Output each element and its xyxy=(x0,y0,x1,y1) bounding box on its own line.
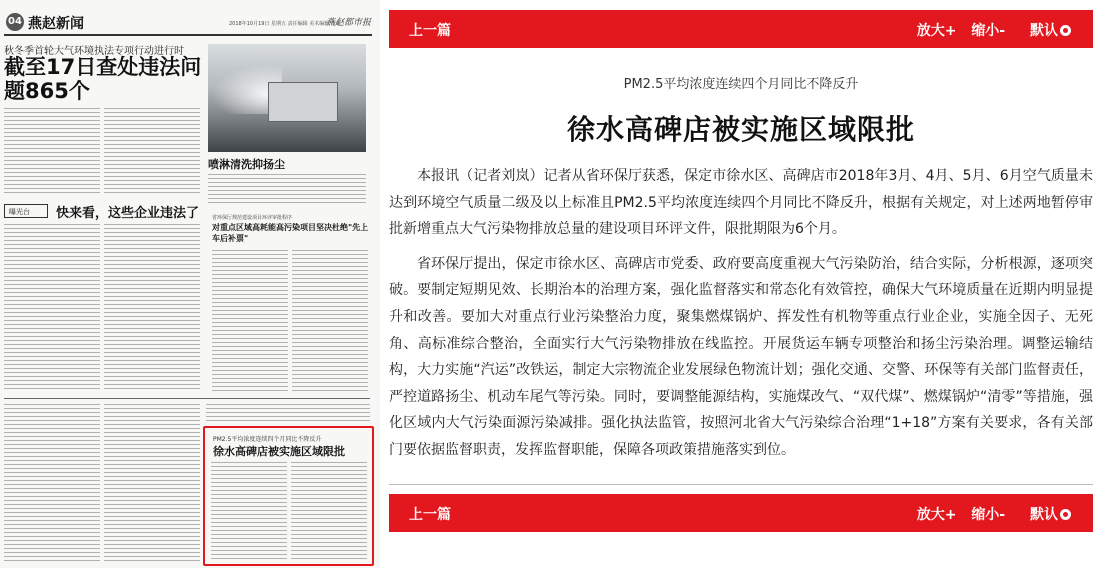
paper-text-column xyxy=(212,250,288,392)
reset-dot-icon xyxy=(1060,25,1071,36)
paper-headline-3: 对重点区域高耗能高污染项目坚决杜绝"先上车后补票" xyxy=(212,223,369,243)
paper-headline-2: 快来看，这些企业违法了 xyxy=(56,206,200,221)
reset-label: 默认 xyxy=(1030,23,1058,39)
prev-article-link[interactable]: 上一篇 xyxy=(409,507,451,523)
paper-text-column xyxy=(104,404,200,562)
highlight-kicker: PM2.5平均浓度连续四个月同比不降反升 xyxy=(213,436,322,443)
paper-subhead: 秋冬季首轮大气环境执法专项行动进行时 xyxy=(4,46,184,57)
article-divider xyxy=(389,484,1093,485)
selected-article-highlight[interactable] xyxy=(203,426,374,566)
paper-text-column xyxy=(291,462,367,562)
paper-tag-box xyxy=(4,204,48,218)
article-toolbar-bottom xyxy=(389,494,1093,532)
reset-label: 默认 xyxy=(1030,507,1058,523)
paper-photo xyxy=(208,44,366,152)
paper-text-column xyxy=(4,108,100,194)
paper-text-column xyxy=(4,224,100,392)
zoom-out-button[interactable]: 缩小- xyxy=(971,23,1006,39)
newspaper-page-image[interactable] xyxy=(0,0,380,568)
reset-dot-icon xyxy=(1060,509,1071,520)
article-body xyxy=(389,163,1093,472)
truck-shape xyxy=(268,82,338,122)
reset-zoom-button[interactable] xyxy=(1020,23,1071,39)
zoom-controls xyxy=(917,20,1071,40)
zoom-out-button[interactable]: 缩小- xyxy=(971,507,1006,523)
highlight-title: 徐水高碑店被实施区域限批 xyxy=(213,445,345,458)
zoom-controls xyxy=(917,504,1071,524)
paper-headline: 截至17日查处违法问题865个 xyxy=(4,55,202,103)
article-toolbar-top xyxy=(389,10,1093,48)
paper-text-column xyxy=(4,404,100,562)
paper-masthead-logo: 燕赵都市报 xyxy=(326,18,372,28)
article-paragraph: 省环保厅提出，保定市徐水区、高碑店市党委、政府要高度重视大气污染防治，结合实际，分析根源，逐项突破。要制定短期见效、长期治本的治理方案，强化监督落实和常态化有效管控，确保大气环境质量在近期内明显提升和改善。要加大对重点行业污染整治力度，聚集燃煤锅炉、挥发性有机物等重点行业企业，实施全因子、无死角、高标准综合整治，全面实行大气污染物排放在线监控。开展货运车辆专项整治和扬尘污染治理。调整运输结构，大力实施“汽运”改铁运，制定大宗物流企业发展绿色物流计划；强化交通、交警、环保等有关部门监督责任，严控道路扬尘、机动车尾气等污染。同时，要调整能源结构，实施煤改气、“双代煤”、燃煤锅炉“清零”等措施，强化区域内大气污染面源污染减排。强化执法监管，按照河北省大气污染综合治理“1+18”方案有关要求，各有关部门要依据监督职责，发挥监督职能，保障各项政策措施落实到位。 xyxy=(389,255,1093,458)
paper-page-number: 04 xyxy=(6,13,24,31)
zoom-in-button[interactable]: 放大+ xyxy=(916,507,957,523)
paper-header xyxy=(4,10,372,36)
article-paragraph: 本报讯（记者刘岚）记者从省环保厅获悉，保定市徐水区、高碑店市2018年3月、4月、5月、6月空气质量未达到环境空气质量二级及以上标准且PM2.5平均浓度连续四个月同比不降反升，根据有关规定，对上述两地暂停审批新增重点大气污染物排放总量的建设项目环评文件，限批期限为6个月。 xyxy=(389,168,1093,238)
paper-tag-label: 曝光台 xyxy=(9,208,30,216)
paper-text-column xyxy=(208,174,366,204)
prev-article-link[interactable]: 上一篇 xyxy=(409,23,451,39)
paper-section-title: 燕赵新闻 xyxy=(28,16,84,32)
zoom-in-button[interactable]: 放大+ xyxy=(916,23,957,39)
paper-text-column xyxy=(292,250,368,392)
reset-zoom-button[interactable] xyxy=(1020,507,1071,523)
paper-date-line: 2018年10月19日 星期五 责任编辑 美术编辑 校对 xyxy=(229,21,341,27)
paper-text-column xyxy=(206,404,370,422)
article-kicker: PM2.5平均浓度连续四个月同比不降反升 xyxy=(623,77,859,92)
article-title: 徐水高碑店被实施区域限批 xyxy=(566,113,915,146)
paper-kicker-2: 省环保厅规范建设项目环评审批程序 xyxy=(212,215,293,221)
paper-text-column xyxy=(104,108,200,194)
paper-text-column xyxy=(104,224,200,392)
paper-text-column xyxy=(211,462,287,562)
paper-divider xyxy=(4,398,370,399)
paper-photo-caption: 喷淋清洗抑扬尘 xyxy=(208,158,285,171)
